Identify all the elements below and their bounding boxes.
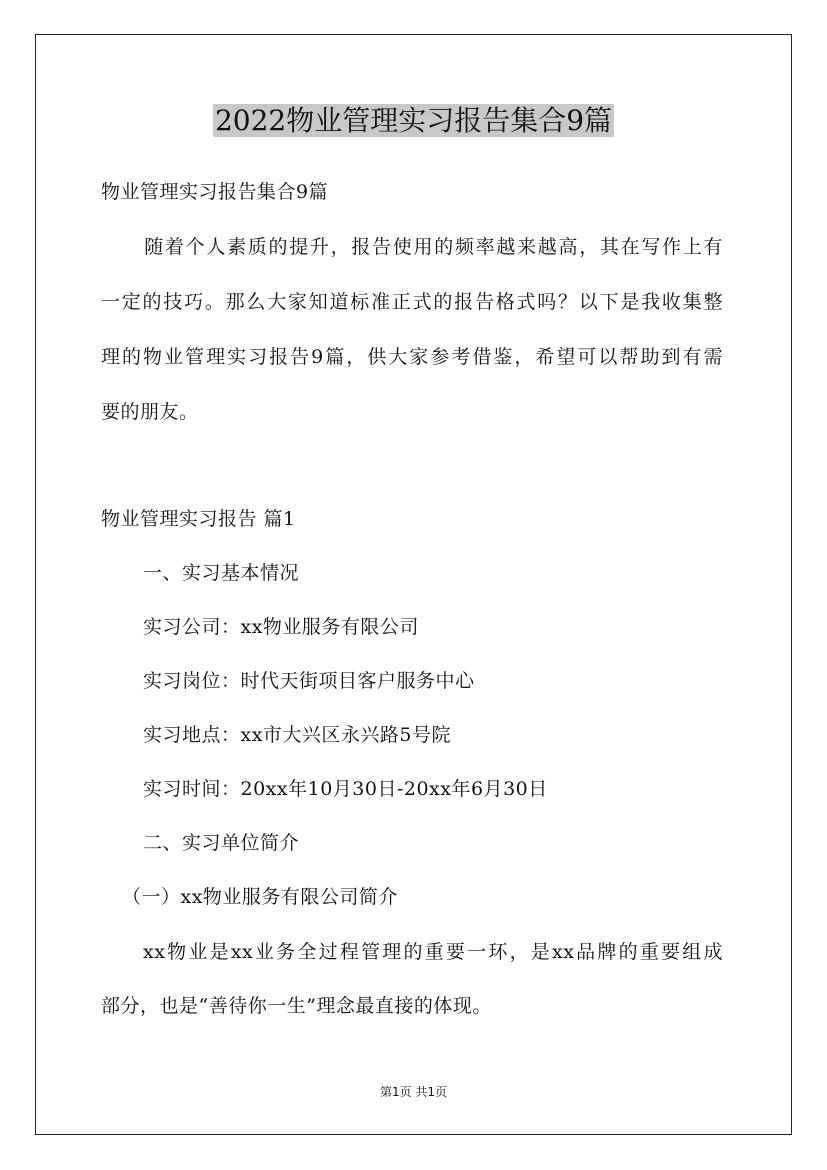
intro-line-3: 理的物业管理实习报告9篇，供大家参考借鉴，希望可以帮助到有需	[101, 346, 723, 368]
internship-position: 实习岗位：时代天街项目客户服务中心	[143, 670, 475, 692]
intro-line-4: 要的朋友。	[101, 401, 199, 423]
company-intro-line-2: 部分，也是“善待你一生”理念最直接的体现。	[101, 995, 492, 1017]
company-intro-subheading: （一）xx物业服务有限公司简介	[122, 886, 398, 908]
intro-line-2: 一定的技巧。那么大家知道标准正式的报告格式吗？以下是我收集整	[101, 291, 723, 313]
intro-line-1: 随着个人素质的提升，报告使用的频率越来越高，其在写作上有	[143, 236, 723, 258]
unit-intro-heading: 二、实习单位简介	[143, 832, 300, 854]
company-intro-line-1: xx物业是xx业务全过程管理的重要一环，是xx品牌的重要组成	[143, 941, 723, 963]
document-subtitle: 物业管理实习报告集合9篇	[101, 181, 329, 203]
internship-location: 实习地点：xx市大兴区永兴路5号院	[143, 724, 452, 746]
internship-period: 实习时间：20xx年10月30日-20xx年6月30日	[143, 778, 548, 800]
internship-company: 实习公司：xx物业服务有限公司	[143, 616, 419, 638]
document-title: 2022物业管理实习报告集合9篇	[214, 104, 613, 137]
section-heading: 物业管理实习报告 篇1	[101, 508, 296, 530]
basic-info-heading: 一、实习基本情况	[143, 562, 300, 584]
page-footer: 第1页 共1页	[379, 1085, 448, 1099]
